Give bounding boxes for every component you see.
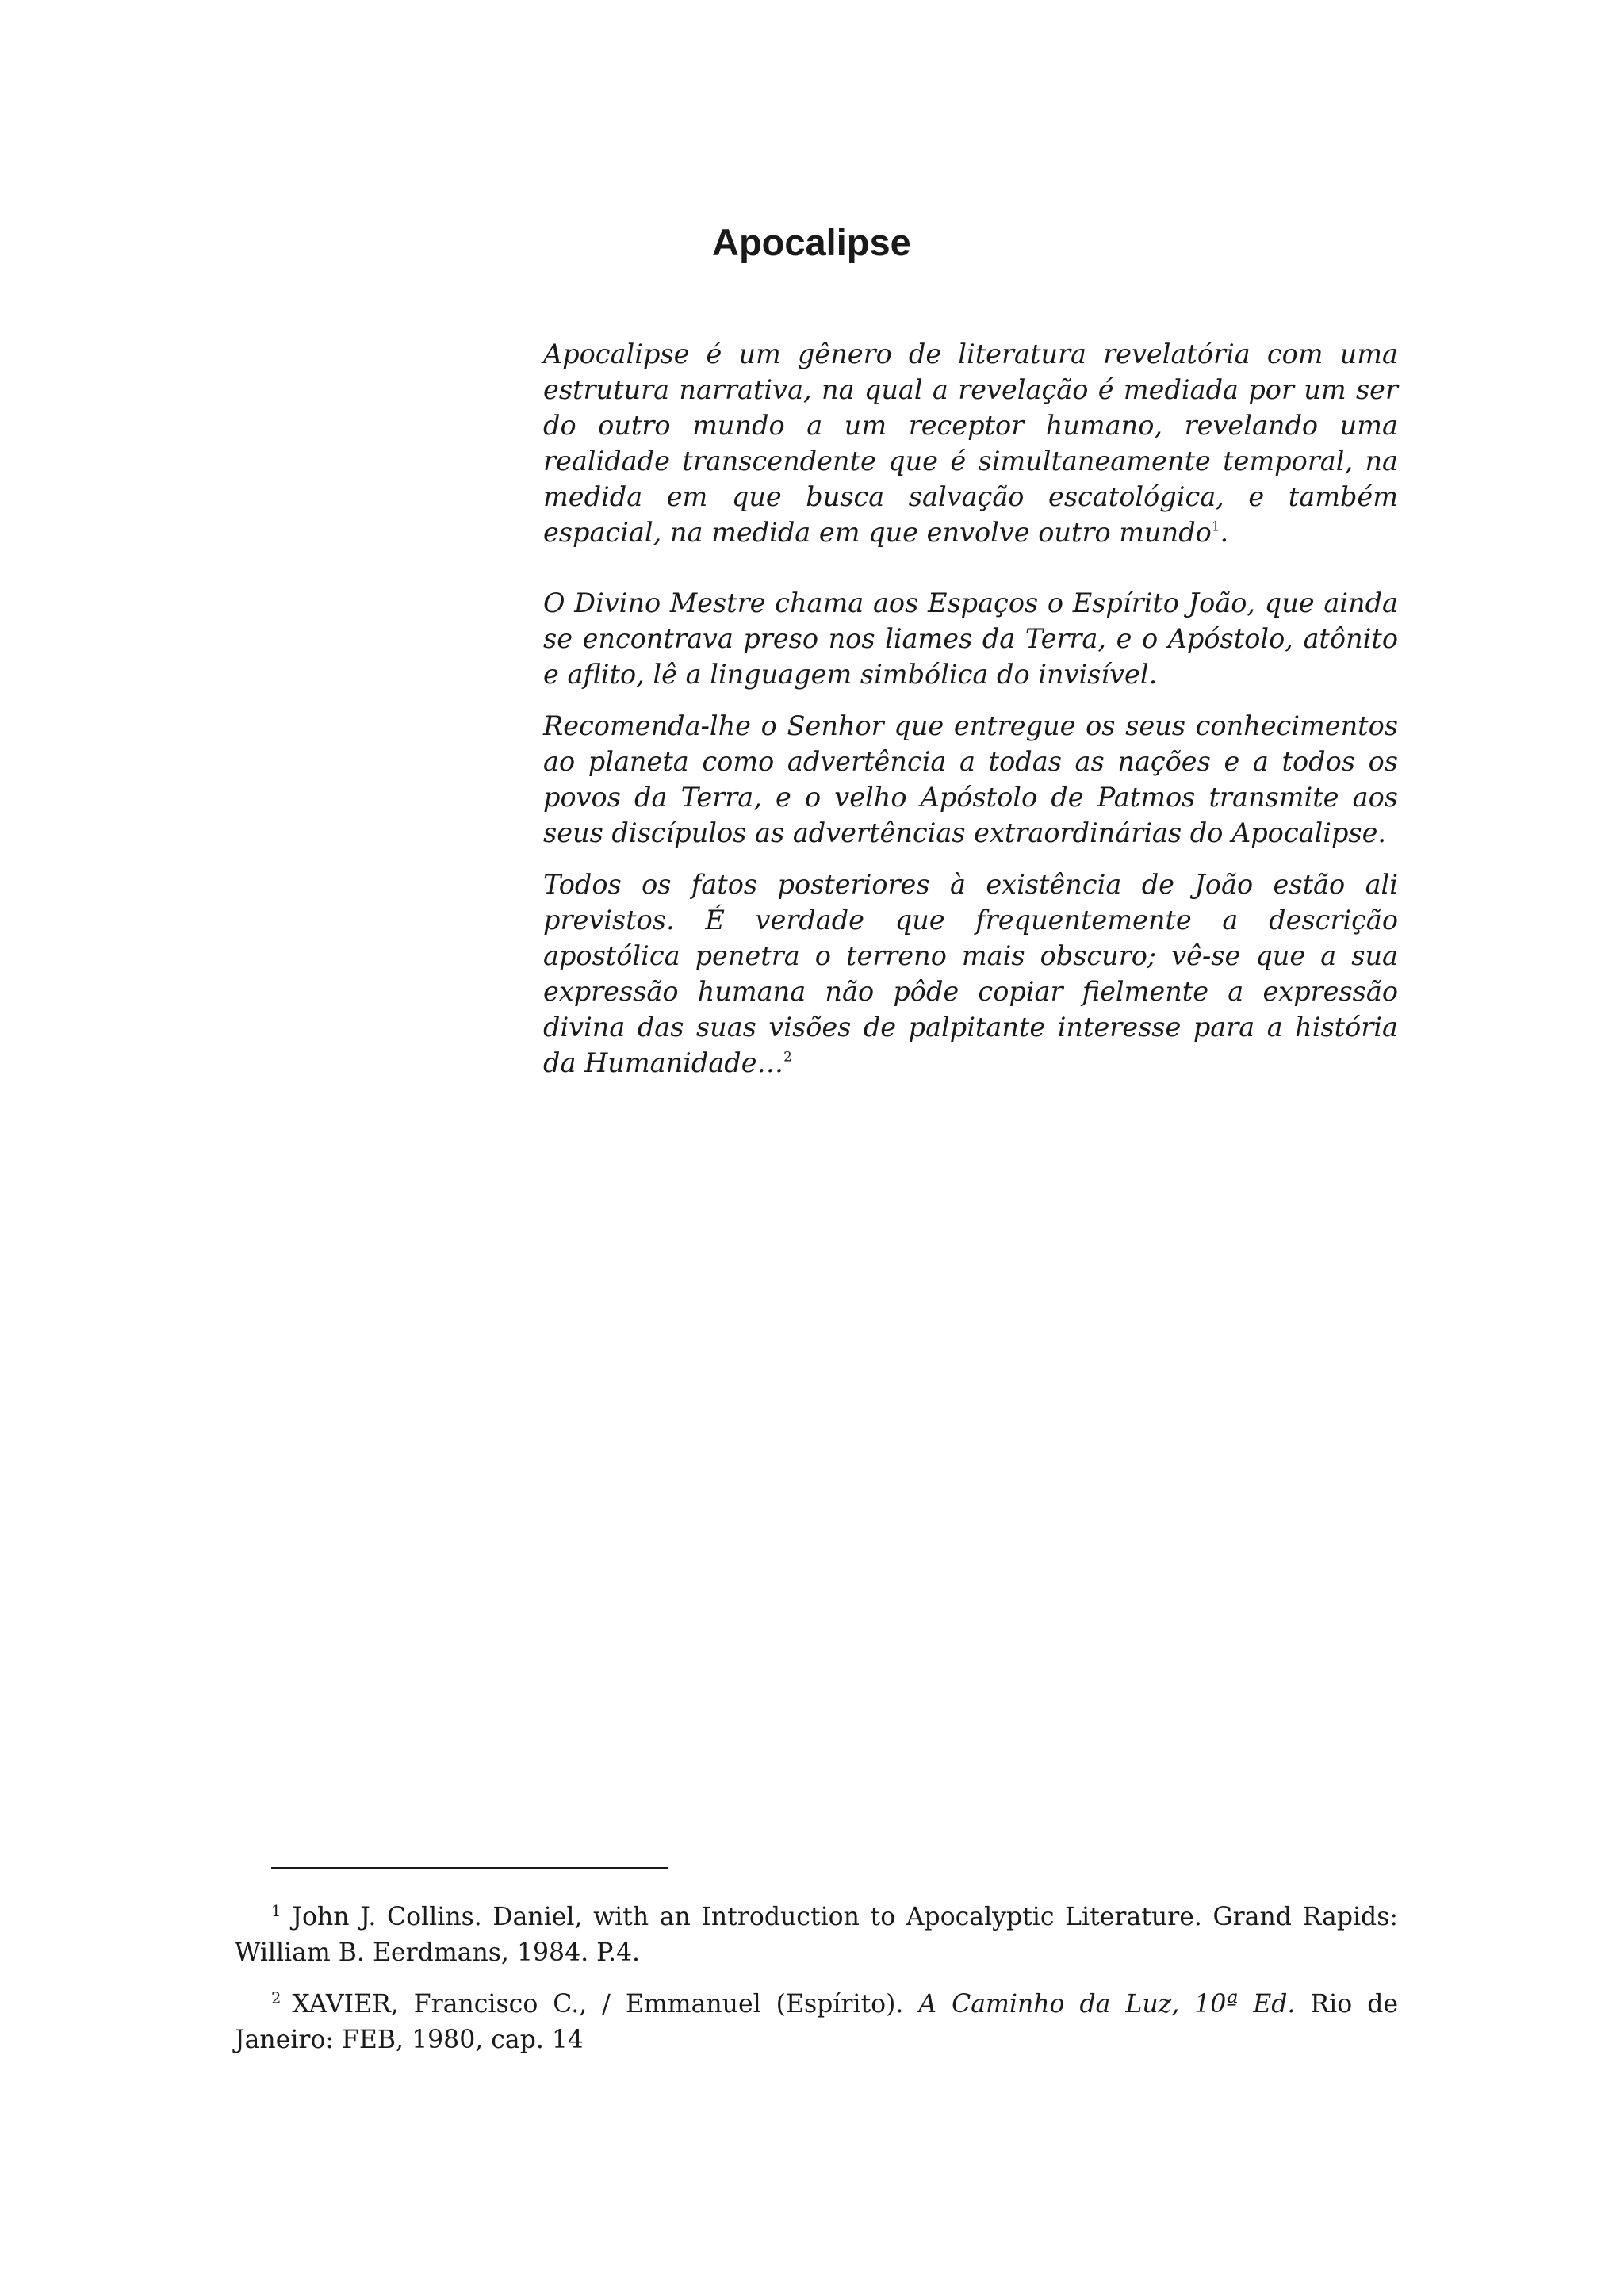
footnote-ref[interactable]: 1 [1211, 518, 1220, 534]
footnote [235, 1987, 1398, 2058]
page-title: Apocalipse [712, 221, 911, 263]
epigraph-paragraph [543, 336, 1398, 550]
footnote-ref[interactable]: 2 [783, 1048, 792, 1065]
footnote-text: Rio de Janeiro: FEB, 1980, cap. 14 [235, 1990, 1399, 2054]
paragraph-text: Apocalipse é um gênero de literatura revelatória com uma estrutura narrativa, na qual a revelação é mediada por um ser do outro mundo a um receptor humano, revelando uma realidade transcendente que é simultaneamente temporal, na medida em que busca salvação escatológica, e também espacial, na medida em que envolve outro mundo [543, 339, 1398, 548]
footnote-number: 2 [271, 1989, 282, 2008]
footnote-book-title: A Caminho da Luz, 10ª Ed. [918, 1990, 1296, 2019]
footnotes-section [235, 1900, 1398, 2058]
footnote-separator [271, 1867, 668, 1869]
paragraph-end: . [1220, 517, 1229, 548]
epigraph-paragraph: Recomenda-lhe o Senhor que entregue os seus conhecimentos ao planeta como advertência a todas as nações e a todos os povos da Terra, e o velho Apóstolo de Patmos transmite aos seus discípulos as advertências extraordinárias do Apocalipse. [543, 710, 1398, 848]
paragraph-text: Todos os fatos posteriores à existência de João estão ali previstos. É verdade que frequentemente a descrição apostólica penetra o terreno mais obscuro; vê-se que a sua expressão humana não pôde copiar fielmente a expressão divina das suas visões de palpitante interesse para a história da Humanidade… [543, 869, 1398, 1078]
footnote-number: 1 [271, 1902, 282, 1921]
epigraph-block [543, 336, 1398, 1081]
footnote-text: XAVIER, Francisco C., / Emmanuel (Espírito). [292, 1990, 904, 2019]
footnote-text: John J. Collins. Daniel, with an Introduction to Apocalyptic Literature. Grand Rapids: William B. Eerdmans, 1984. P.4. [235, 1903, 1398, 1967]
footnote [235, 1900, 1398, 1971]
epigraph-paragraph [543, 867, 1398, 1081]
epigraph-paragraph: O Divino Mestre chama aos Espaços o Espírito João, que ainda se encontrava preso nos liames da Terra, e o Apóstolo, atônito e aflito, lê a linguagem simbólica do invisível. [543, 587, 1398, 690]
